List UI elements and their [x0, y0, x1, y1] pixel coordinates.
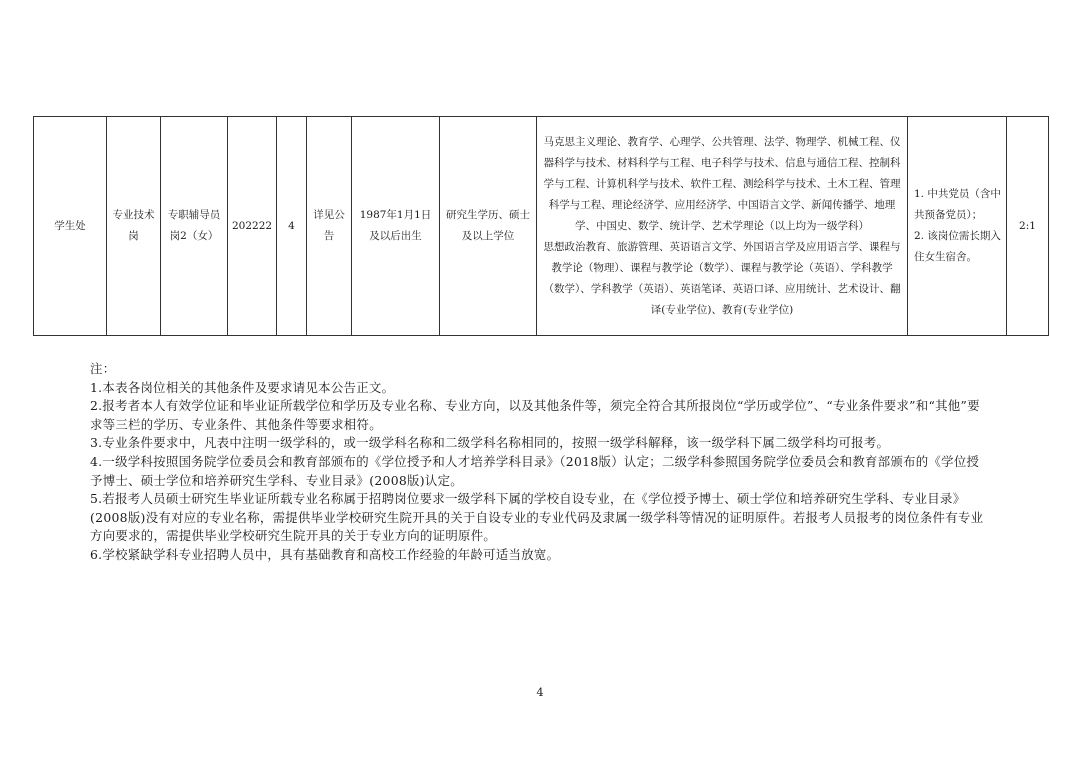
major-second-level: 思想政治教育、旅游管理、英语语言文学、外国语言学及应用语言学、课程与教学论（物理）、课程与教学论（数学）、课程与教学论（英语）、学科教学（数学）、学科教学（英语）、英语笔译、英语口译、应用统计、艺术设计、翻译(专业学位)、教育(专业学位) [543, 240, 901, 316]
other-item: 2. 该岗位需长期入住女生宿舍。 [914, 230, 1001, 263]
dept-cell: 学生处 [34, 117, 107, 336]
age-cell: 详见公告 [307, 117, 352, 336]
recruitment-table [33, 116, 1049, 336]
category-cell: 专业技术岗 [107, 117, 161, 336]
other-item: 1. 中共党员（含中共预备党员）； [914, 188, 1001, 221]
ratio-cell: 2:1 [1007, 117, 1049, 336]
note-item: 4.一级学科按照国务院学位委员会和教育部颁布的《学位授予和人才培养学科目录》（2018版）认定；二级学科参照国务院学位委员会和教育部颁布的《学位授予博士、硕士学位和培养研究生学科、专业目录》(2008版)认定。 [90, 453, 980, 488]
birth-cell: 1987年1月1日及以后出生 [352, 117, 440, 336]
notes [90, 360, 990, 565]
note-item: 3.专业条件要求中，凡表中注明一级学科的，或一级学科名称和二级学科名称相同的，按照一级学科解释，该一级学科下属二级学科均可报考。 [90, 435, 890, 451]
code-cell: 202222 [228, 117, 277, 336]
note-item: 6.学校紧缺学科专业招聘人员中，具有基础教育和高校工作经验的年龄可适当放宽。 [90, 546, 560, 562]
count-cell: 4 [277, 117, 307, 336]
note-item: 5.若报考人员硕士研究生毕业证所载专业名称属于招聘岗位要求一级学科下属的学校自设专业，在《学位授予博士、硕士学位和培养研究生学科、专业目录》(2008版)没有对应的专业名称，需提供毕业学校研究生院开具的关于自设专业的专业代码及隶属一级学科等情况的证明原件。若报考人员报考的岗位条件有专业方向要求的，需提供毕业学校研究生院开具的关于专业方向的证明原件。 [90, 491, 984, 544]
page-number: 4 [536, 686, 544, 699]
notes-title: 注： [90, 361, 116, 376]
other-cell [908, 117, 1007, 336]
note-item: 2.报考者本人有效学位证和毕业证所载学位和学历及专业名称、专业方向，以及其他条件等，须完全符合其所报岗位“学历或学位”、“专业条件要求”和“其他”要求等三栏的学历、专业条件、其他条件等要求相符。 [90, 398, 980, 432]
position-cell: 专职辅导员岗2（女） [161, 117, 228, 336]
major-first-level: 马克思主义理论、教育学、心理学、公共管理、法学、物理学、机械工程、仪器科学与技术、材料科学与工程、电子科学与技术、信息与通信工程、控制科学与工程、计算机科学与技术、软件工程、测绘科学与技术、土木工程、管理科学与工程、理论经济学、应用经济学、中国语言文学、新闻传播学、地理学、中国史、数学、统计学、艺术学理论（以上均为一级学科） [543, 135, 901, 232]
education-cell: 研究生学历、硕士及以上学位 [440, 117, 537, 336]
table-row [34, 117, 1049, 336]
major-cell [537, 117, 908, 336]
note-item: 1.本表各岗位相关的其他条件及要求请见本公告正文。 [90, 379, 395, 395]
